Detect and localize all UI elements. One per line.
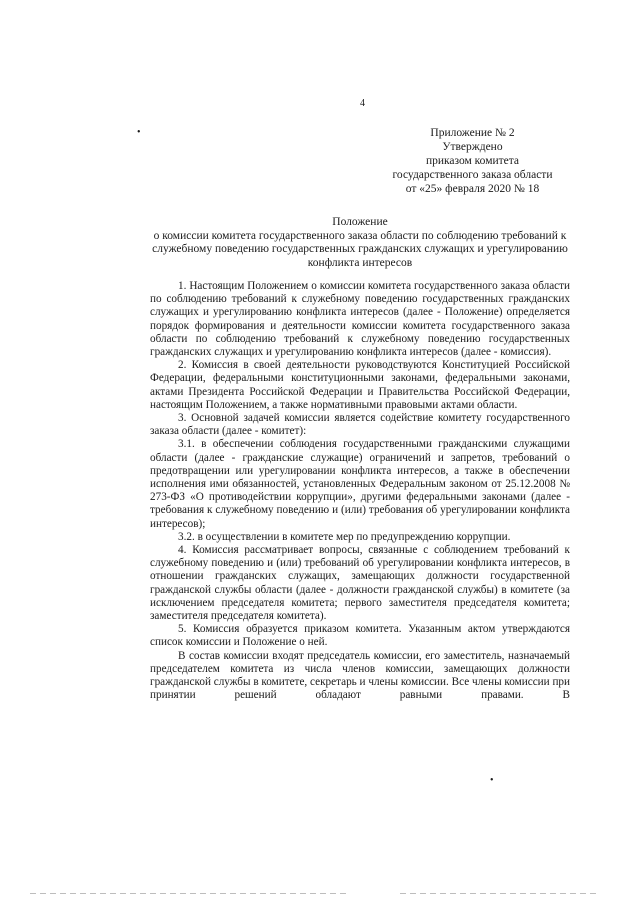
document-subtitle: о комиссии комитета государственного заказа области по соблюдению требований к служебному поведению государственных гражданских служащих и урегулированию конфликта интересов [152, 229, 568, 269]
approved-label: Утверждено [442, 141, 503, 153]
order-date: от «25» февраля 2020 № 18 [405, 183, 540, 195]
document-body [150, 280, 570, 703]
scan-speck: • [490, 775, 494, 786]
page-number: 4 [360, 98, 365, 109]
appendix-label: Приложение № 2 [430, 127, 515, 139]
paragraph-2: 2. Комиссия в своей деятельности руководствуются Конституцией Российской Федерации, федеральными конституционными законами, федеральными законами, актами Президента Российской Федерации и Правительства Российской Федерации, настоящим Положением, а также нормативными правовыми актами области. [150, 359, 570, 411]
paragraph-3: 3. Основной задачей комиссии является содействие комитету государственного заказа области (далее - комитет): [150, 412, 570, 438]
approval-block [385, 126, 560, 196]
paragraph-3-1: 3.1. в обеспечении соблюдения государственными гражданскими служащими области (далее - гражданские служащие) ограничений и запретов, требований о предотвращении или урегулировании конфликта интересов, а также в обеспечении исполнения ими обязанностей, установленных Федеральным законом от 25.12.2008 № 273-ФЗ «О противодействии коррупции», другими федеральными законами (далее - требования к служебному поведению и (или) требования об урегулировании конфликта интересов); [150, 438, 570, 530]
committee-label: государственного заказа области [392, 169, 553, 181]
scan-artifact-line [30, 893, 350, 894]
scan-speck: • [137, 127, 141, 138]
scan-artifact-line [400, 893, 600, 894]
document-title: Положение [332, 216, 388, 228]
paragraph-4: 4. Комиссия рассматривает вопросы, связанные с соблюдением требований к служебному поведению и (или) требований об урегулировании конфликта интересов, в отношении гражданских служащих, замещающих должности государственной гражданской службы области (далее - должности гражданской службы) в комитете (за исключением председателя комитета; первого заместителя председателя комитета; заместителя председателя комитета). [150, 544, 570, 623]
paragraph-3-2: 3.2. в осуществлении в комитете мер по предупреждению коррупции. [178, 530, 511, 543]
paragraph-composition: В состав комиссии входят председатель комиссии, его заместитель, назначаемый председателем комитета из числа членов комиссии, замещающих должности гражданской службы в комитете, секретарь и члены комиссии. Все члены комиссии при принятии решений обладают равными правами. В [150, 649, 571, 702]
paragraph-5: 5. Комиссия образуется приказом комитета. Указанным актом утверждаются список комиссии и Положение о ней. [150, 623, 570, 649]
paragraph-1: 1. Настоящим Положением о комиссии комитета государственного заказа области по соблюдению требований к служебному поведению государственных гражданских служащих и урегулированию конфликта интересов (далее - Положение) определяется порядок формирования и деятельности комиссии комитета государственного заказа области по соблюдению требований к служебному поведению государственных гражданских служащих и урегулированию конфликта интересов (далее - комиссия). [150, 280, 570, 359]
document-heading [150, 216, 570, 270]
order-label: приказом комитета [425, 155, 520, 167]
